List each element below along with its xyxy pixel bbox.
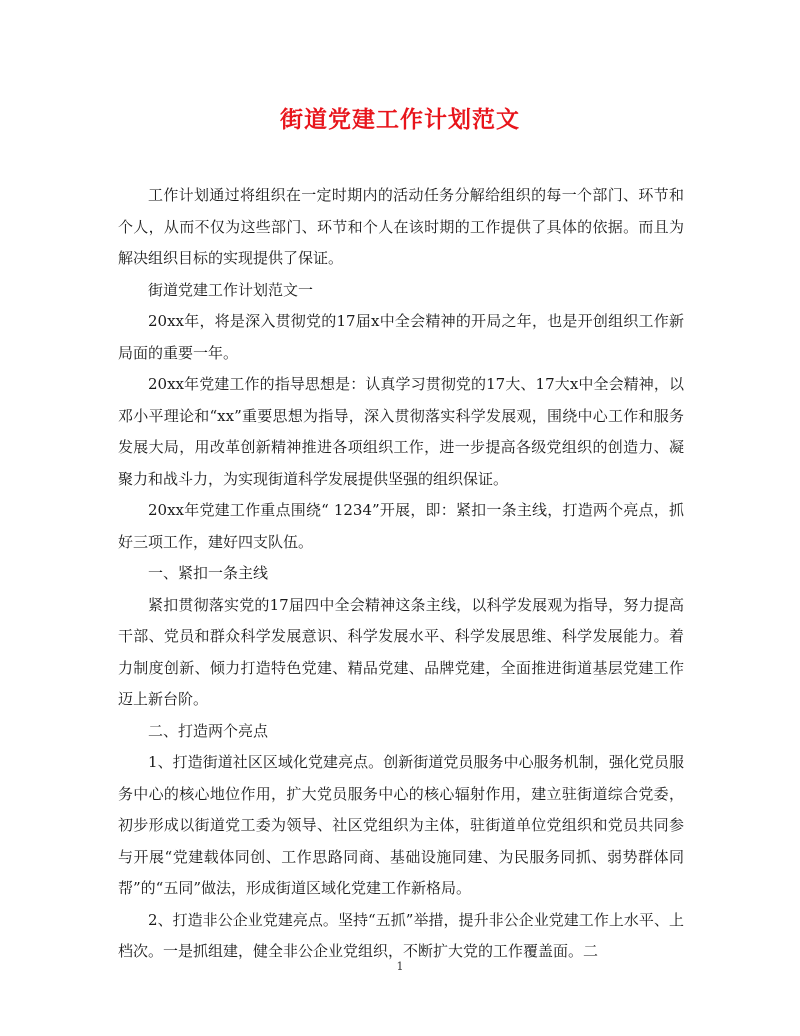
paragraph-highlight-community: 1、打造街道社区区域化党建亮点。创新街道党员服务中心服务机制，强化党员服务中心的核心地位作用，扩大党员服务中心的核心辐射作用，建立驻街道综合党委，初步形成以街道党工委为领导、社区党组织为主体，驻街道单位党组织和党员共同参与开展“党建载体同创、工作思路同商、基础设施同建、为民服务同抓、弱势群体同帮”的“五同”做法，形成街道区域化党建工作新格局。 <box>118 753 684 897</box>
paragraph-highlight-enterprise: 2、打造非公企业党建亮点。坚持“五抓”举措，提升非公企业党建工作上水平、上档次。一是抓组建，健全非公企业党组织，不断扩大党的工作覆盖面。二 <box>118 910 684 960</box>
paragraph-year-overview: 20xx年，将是深入贯彻党的17届x中全会精神的开局之年，也是开创组织工作新局面的重要一年。 <box>118 312 684 362</box>
document-title: 街道党建工作计划范文 <box>280 106 520 133</box>
document-body <box>118 180 684 968</box>
paragraph-guiding-ideology: 20xx年党建工作的指导思想是：认真学习贯彻党的17大、17大x中全会精神，以邓小平理论和“xx”重要思想为指导，深入贯彻落实科学发展观，围绕中心工作和服务发展大局，用改革创新精神推进各项组织工作，进一步提高各级党组织的创造力、凝聚力和战斗力，为实现街道科学发展提供坚强的组织保证。 <box>118 375 684 488</box>
page-number: 1 <box>396 960 404 973</box>
section-heading-sample-one: 街道党建工作计划范文一 <box>148 280 314 299</box>
section-heading-highlights: 二、打造两个亮点 <box>148 721 269 740</box>
paragraph-work-focus: 20xx年党建工作重点围绕“ 1234”开展，即：紧扣一条主线，打造两个亮点，抓好三项工作，建好四支队伍。 <box>118 501 684 551</box>
section-heading-main-line: 一、紧扣一条主线 <box>148 564 269 582</box>
paragraph-main-line: 紧扣贯彻落实党的17届四中全会精神这条主线，以科学发展观为指导，努力提高干部、党员和群众科学发展意识、科学发展水平、科学发展思维、科学发展能力。着力制度创新、倾力打造特色党建、精品党建、品牌党建，全面推进街道基层党建工作迈上新台阶。 <box>118 595 684 708</box>
intro-paragraph: 工作计划通过将组织在一定时期内的活动任务分解给组织的每一个部门、环节和个人，从而不仅为这些部门、环节和个人在该时期的工作提供了具体的依据。而且为解决组织目标的实现提供了保证。 <box>118 186 684 267</box>
